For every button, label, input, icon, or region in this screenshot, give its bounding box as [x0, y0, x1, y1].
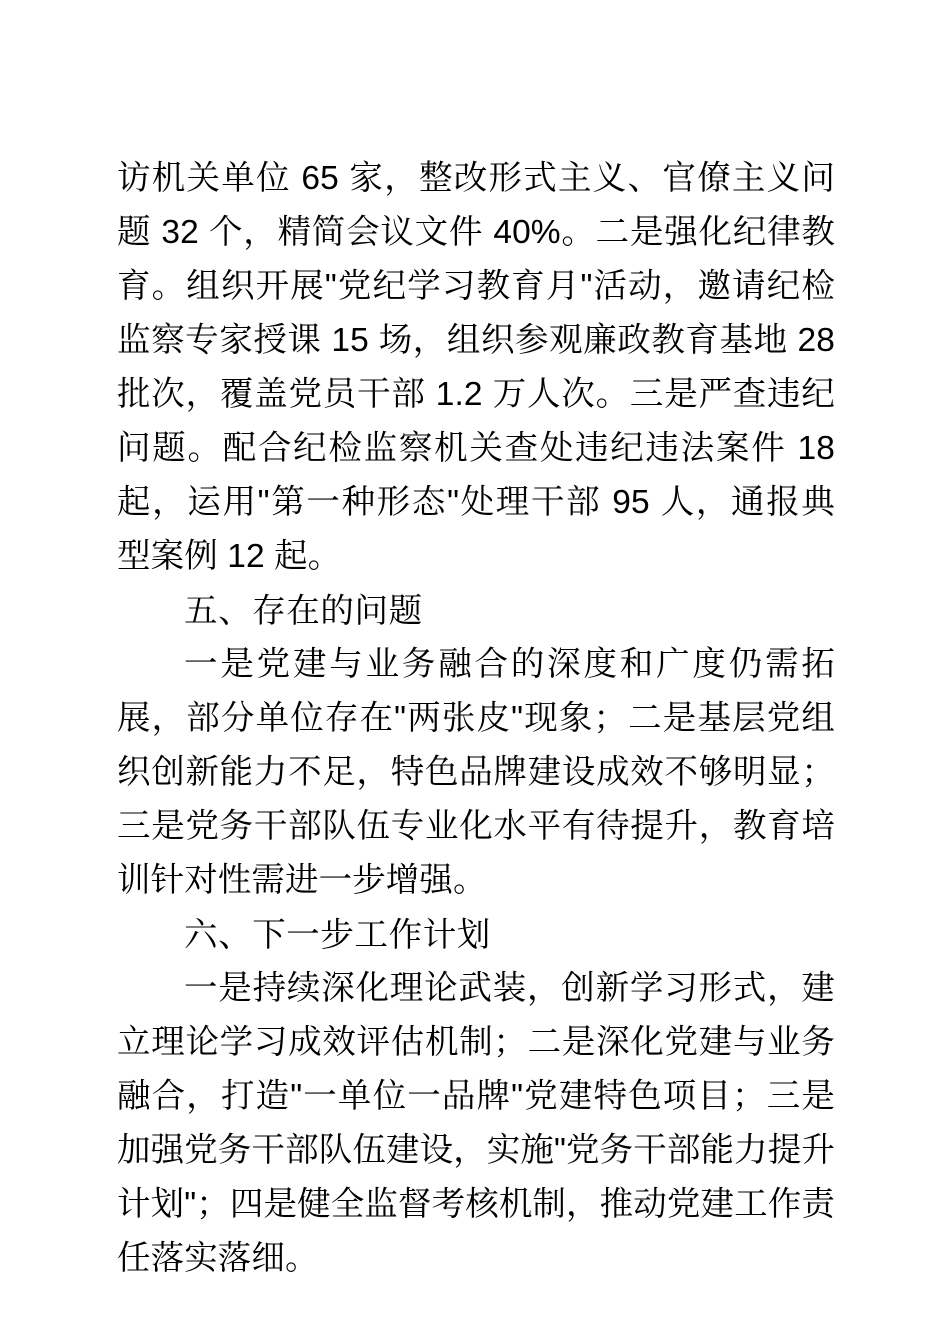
- paragraph-next-step-work-plan: 一是持续深化理论武装，创新学习形式，建立理论学习成效评估机制；二是深化党建与业务融合，打造"一单位一品牌"党建特色项目；三是加强党务干部队伍建设，实施"党务干部能力提升计划"；四是健全监督考核机制，推动党建工作责任落实落细。: [117, 970, 835, 1277]
- paragraph-existing-problems: 一是党建与业务融合的深度和广度仍需拓展，部分单位存在"两张皮"现象；二是基层党组织创新能力不足，特色品牌建设成效不够明显；三是党务干部队伍专业化水平有待提升，教育培训针对性需进一步增强。: [117, 646, 835, 899]
- paragraph-discipline-education-continued: 访机关单位 65 家，整改形式主义、官僚主义问题 32 个，精简会议文件 40%。二是强化纪律教育。组织开展"党纪学习教育月"活动，邀请纪检监察专家授课 15 场，组织参观廉政教育基地 28 批次，覆盖党员干部 1.2 万人次。三是严查违纪问题。配合纪检监察机关查处违纪违法案件 18 起，运用"第一种形态"处理干部 95 人，通报典型案例 12 起。: [117, 160, 835, 575]
- heading-section-five-existing-problems: 五、存在的问题: [184, 591, 423, 630]
- heading-section-six-next-step-work-plan: 六、下一步工作计划: [184, 915, 491, 954]
- document-body: [117, 152, 835, 1286]
